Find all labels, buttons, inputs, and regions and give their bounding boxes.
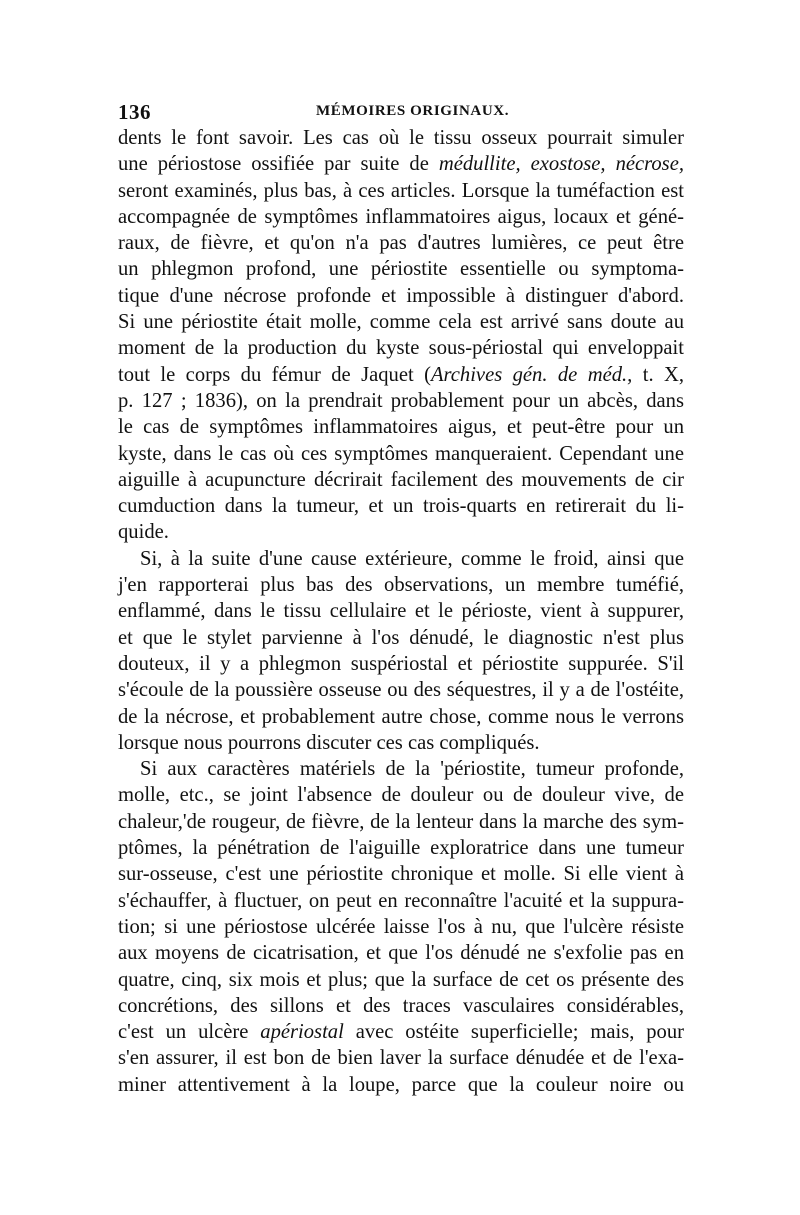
text-segment: j'en rapporterai plus bas des observations, un membre tuméfié,	[118, 574, 684, 597]
text-line	[118, 125, 684, 151]
text-segment: le cas de symptômes inflammatoires aigus, et peut-être pour un	[118, 416, 684, 439]
text-segment: dents le font savoir. Les cas où le tissu osseux pourrait simuler	[118, 127, 684, 149]
text-line	[118, 704, 684, 730]
text-segment: un phlegmon profond, une périostite essentielle ou symptoma-	[118, 258, 684, 281]
text-line	[118, 993, 684, 1019]
text-line	[118, 441, 684, 467]
text-line	[118, 782, 684, 808]
text-line	[118, 651, 684, 677]
text-line	[118, 625, 684, 651]
text-line	[118, 756, 684, 782]
text-segment: tion; si une périostose ulcérée laisse l'os à nu, que l'ulcère résiste	[118, 915, 684, 938]
text-line	[118, 940, 684, 966]
page-number: 136	[118, 100, 151, 124]
text-line	[118, 204, 684, 230]
text-segment: chaleur,'de rougeur, de fièvre, de la lenteur dans la marche des sym-	[118, 810, 684, 833]
text-line	[118, 861, 684, 887]
text-line	[118, 1045, 684, 1071]
text-segment: douteux, il y a phlegmon suspériostal et périostite suppurée. S'il	[118, 652, 684, 675]
body-text	[118, 125, 684, 1098]
text-line	[118, 967, 684, 993]
text-segment: aux moyens de cicatrisation, et que l'os dénudé ne s'exfolie pas en	[118, 942, 684, 965]
text-segment: Si, à la suite d'une cause extérieure, comme le froid, ainsi que	[140, 547, 684, 570]
text-line	[118, 1072, 684, 1098]
text-line	[118, 546, 684, 572]
text-segment: de la nécrose, et probablement autre chose, comme nous le verrons	[118, 705, 684, 728]
text-segment: et que le stylet parvienne à l'os dénudé, le diagnostic n'est plus	[118, 626, 684, 649]
text-segment: enflammé, dans le tissu cellulaire et le périoste, vient à suppurer,	[118, 600, 684, 623]
text-segment: une périostose ossifiée par suite de	[118, 153, 439, 176]
text-segment: raux, de fièvre, et qu'on n'a pas d'autres lumières, ce peut être	[118, 232, 684, 255]
text-line	[118, 283, 684, 309]
text-segment: accompagnée de symptômes inflammatoires aigus, locaux et géné-	[118, 205, 684, 228]
text-line	[118, 309, 684, 335]
text-segment: seront examinés, plus bas, à ces articles. Lorsque la tuméfaction est	[118, 179, 684, 202]
text-segment: quatre, cinq, six mois et plus; que la surface de cet os présente des	[118, 968, 684, 991]
italic-text: médullite, exostose, nécrose,	[438, 153, 684, 176]
text-segment: tique d'une nécrose profonde et impossible à distinguer d'abord.	[118, 284, 684, 307]
text-line	[118, 888, 684, 914]
text-line	[118, 519, 684, 545]
text-segment: quide.	[118, 521, 169, 544]
text-line	[118, 677, 684, 703]
text-line	[118, 914, 684, 940]
text-segment: avec ostéite superficielle; mais, pour	[343, 1021, 684, 1044]
text-line	[118, 835, 684, 861]
text-segment: t. X,	[632, 363, 685, 386]
text-line	[118, 230, 684, 256]
text-line	[118, 809, 684, 835]
running-title: MÉMOIRES ORIGINAUX.	[316, 103, 510, 119]
text-line	[118, 572, 684, 598]
text-segment: s'en assurer, il est bon de bien laver la surface dénudée et de l'exa-	[118, 1047, 684, 1070]
text-segment: aiguille à acupuncture décrirait facilement des mouvements de cir	[118, 468, 684, 491]
text-segment: kyste, dans le cas où ces symptômes manqueraient. Cependant une	[118, 442, 684, 465]
text-line	[118, 335, 684, 361]
text-line	[118, 730, 684, 756]
text-segment: lorsque nous pourrons discuter ces cas compliqués.	[118, 731, 540, 754]
italic-text: Archives gén. de méd.,	[430, 363, 633, 386]
text-line	[118, 151, 684, 177]
text-segment: sur-osseuse, c'est une périostite chronique et molle. Si elle vient à	[118, 863, 684, 886]
text-segment: ptômes, la pénétration de l'aiguille exploratrice dans une tumeur	[118, 837, 684, 860]
text-segment: s'écoule de la poussière osseuse ou des séquestres, il y a de l'ostéite,	[118, 679, 684, 702]
text-line	[118, 362, 684, 388]
text-segment: concrétions, des sillons et des traces vasculaires considérables,	[118, 994, 684, 1017]
text-line	[118, 598, 684, 624]
text-segment: Si une périostite était molle, comme cela est arrivé sans doute au	[118, 311, 684, 334]
text-segment: p. 127 ; 1836), on la prendrait probablement pour un abcès, dans	[118, 389, 684, 412]
text-segment: Si aux caractères matériels de la 'périostite, tumeur profonde,	[140, 758, 684, 781]
text-line	[118, 388, 684, 414]
text-line	[118, 493, 684, 519]
text-segment: miner attentivement à la loupe, parce que la couleur noire ou	[118, 1073, 684, 1096]
italic-text: apériostal	[260, 1021, 344, 1044]
text-segment: tout le corps du fémur de Jaquet (	[118, 363, 431, 386]
text-segment: moment de la production du kyste sous-périostal qui enveloppait	[118, 337, 684, 360]
text-line	[118, 467, 684, 493]
text-segment: s'échauffer, à fluctuer, on peut en reconnaître l'acuité et la suppura-	[118, 889, 684, 912]
text-segment: cumduction dans la tumeur, et un trois-quarts en retirerait du li-	[118, 495, 684, 518]
text-line	[118, 414, 684, 440]
text-segment: molle, etc., se joint l'absence de douleur ou de douleur vive, de	[118, 784, 684, 807]
text-line	[118, 1019, 684, 1045]
text-line	[118, 256, 684, 282]
text-segment: c'est un ulcère	[118, 1021, 261, 1044]
text-line	[118, 178, 684, 204]
